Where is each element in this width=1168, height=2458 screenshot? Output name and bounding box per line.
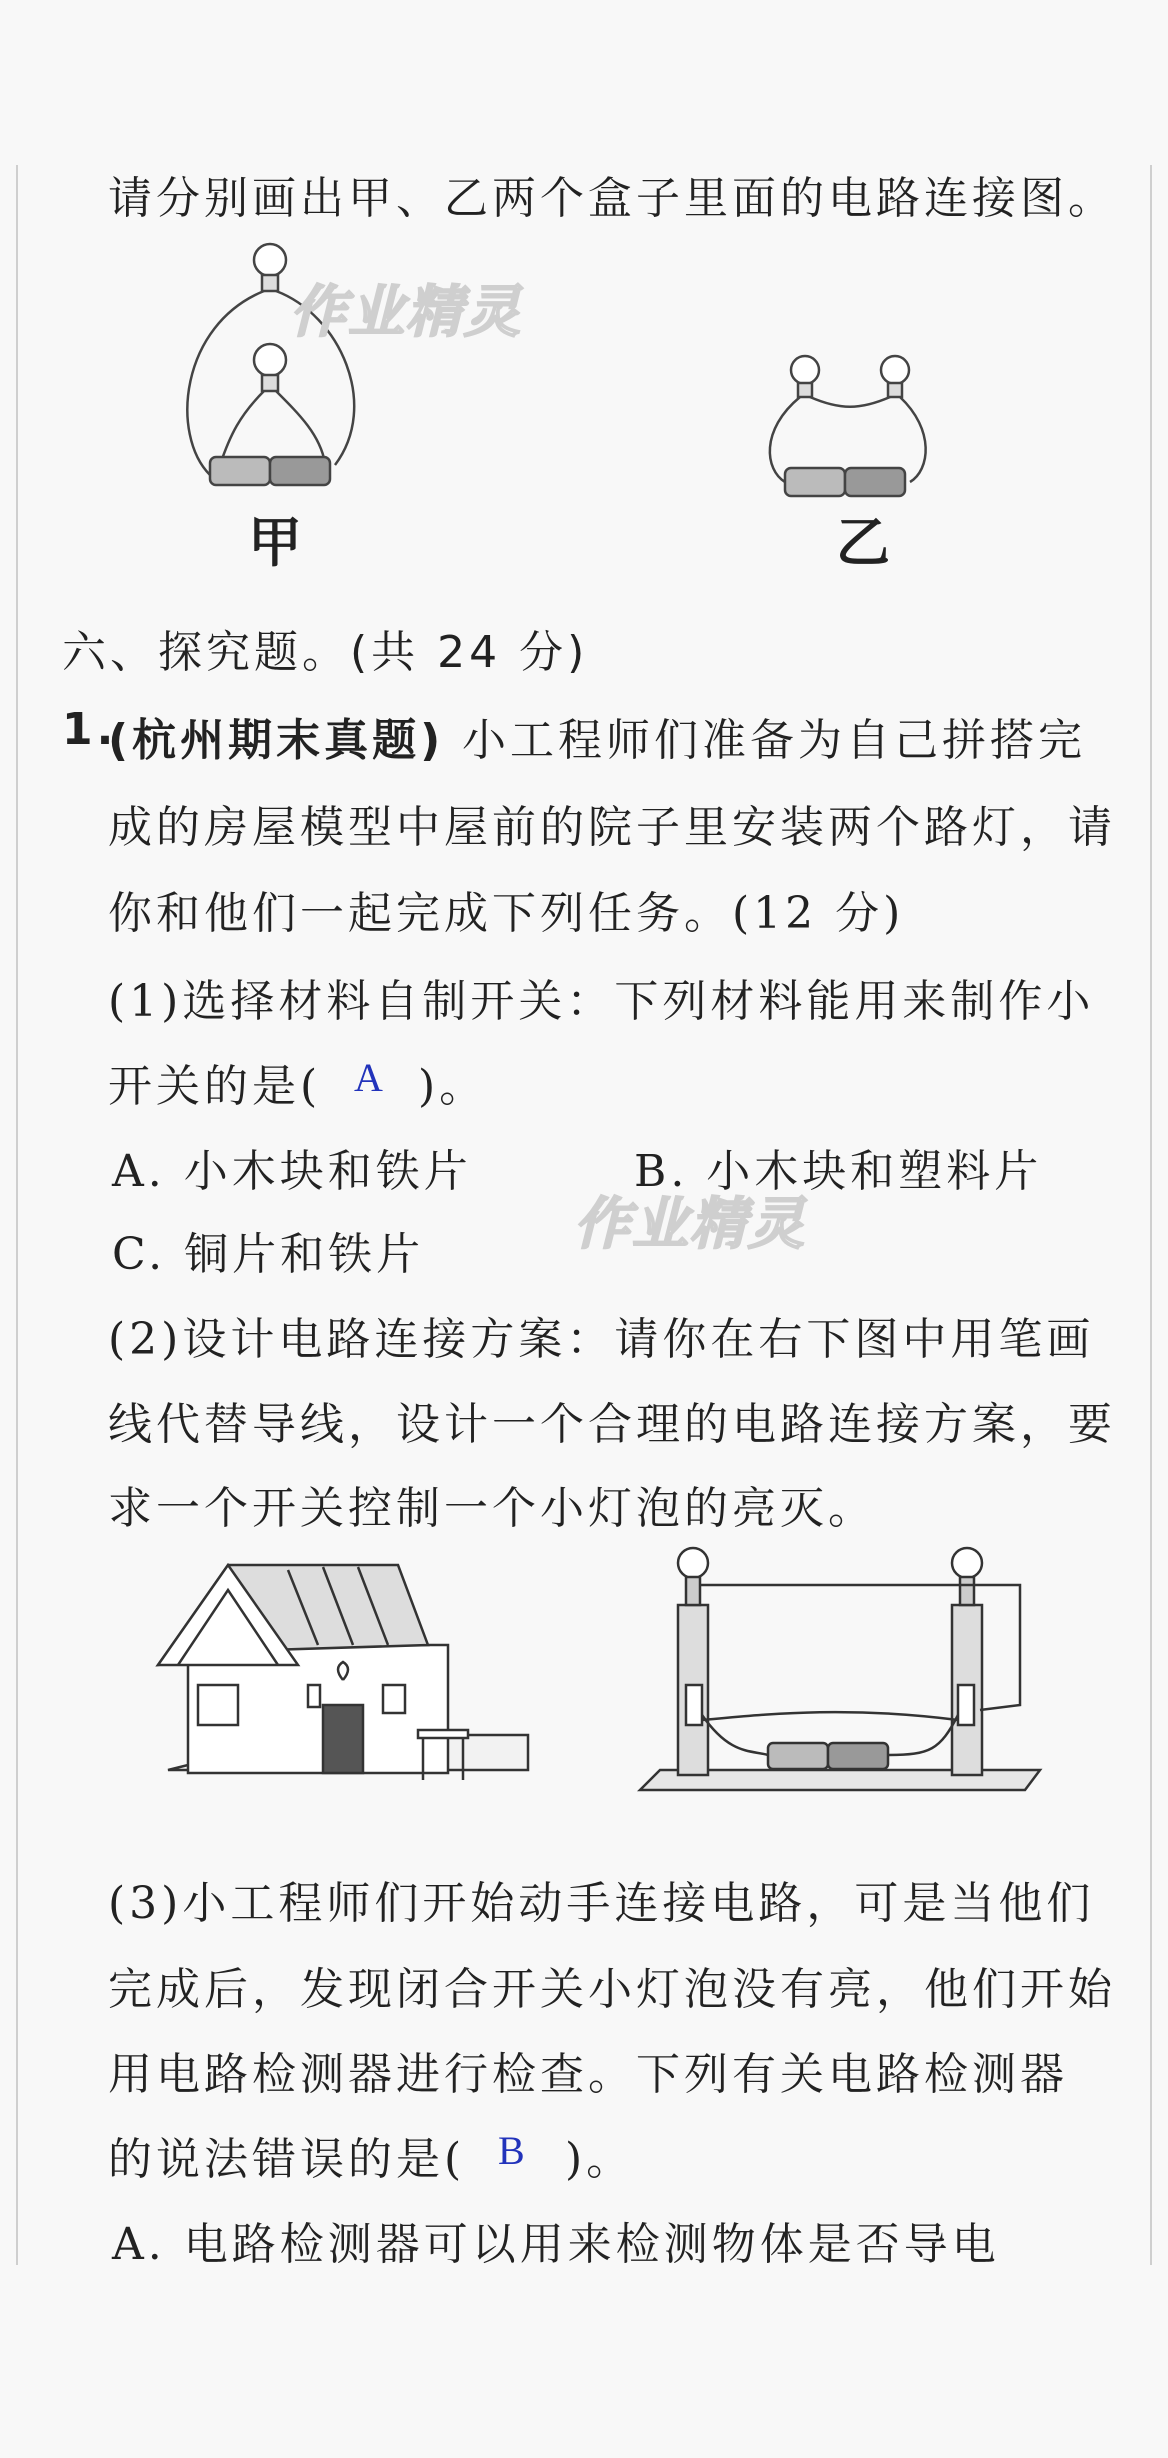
part3-answer: B [498, 2128, 525, 2173]
circuit-yi-figure [760, 340, 940, 510]
part3-option-a: A. 电路检测器可以用来检测物体是否导电 [112, 2219, 1000, 2270]
left-margin-line [16, 165, 18, 2265]
house-illustration [148, 1555, 528, 1795]
part1-close: )。 [418, 1061, 488, 1112]
intro-line: 请分别画出甲、乙两个盒子里面的电路连接图。 [108, 173, 1116, 224]
stem-line-2: 成的房屋模型中屋前的院子里安装两个路灯，请 [108, 802, 1116, 853]
part1-line-1: (1)选择材料自制开关：下列材料能用来制作小 [108, 976, 1095, 1027]
part2-line-3: 求一个开关控制一个小灯泡的亮灭。 [108, 1483, 876, 1534]
part3-line-2: 完成后，发现闭合开关小灯泡没有亮，他们开始 [108, 1964, 1116, 2015]
lamp-circuit-board-figure [640, 1545, 1040, 1815]
part1-option-c: C. 铜片和铁片 [112, 1229, 425, 1280]
part1-option-a: A. 小木块和铁片 [112, 1146, 472, 1197]
part3-line-3: 用电路检测器进行检查。下列有关电路检测器 [108, 2049, 1068, 2100]
part3-line-4: 的说法错误的是( [108, 2134, 466, 2185]
watermark-1: 作业精灵 [290, 280, 522, 345]
label-jia: 甲 [248, 511, 302, 574]
part1-line-2: 开关的是( [108, 1061, 322, 1112]
part2-line-2: 线代替导线，设计一个合理的电路连接方案，要 [108, 1399, 1116, 1450]
part2-line-1: (2)设计电路连接方案：请你在右下图中用笔画 [108, 1314, 1095, 1365]
part1-option-b: B. 小木块和塑料片 [634, 1146, 1043, 1197]
part3-close: )。 [565, 2134, 635, 2185]
part3-line-1: (3)小工程师们开始动手连接电路，可是当他们 [108, 1878, 1095, 1929]
part1-answer: A [354, 1055, 383, 1100]
question-source: (杭州期末真题) [108, 715, 445, 766]
watermark-2: 作业精灵 [574, 1192, 806, 1257]
question-number: 1. [62, 704, 118, 755]
right-margin-line [1150, 165, 1152, 2265]
label-yi: 乙 [836, 511, 890, 574]
stem-line-3: 你和他们一起完成下列任务。(12 分) [108, 888, 905, 939]
stem-line-1: 小工程师们准备为自己拼搭完 [462, 715, 1086, 766]
section-heading: 六、探究题。(共 24 分) [62, 627, 589, 678]
